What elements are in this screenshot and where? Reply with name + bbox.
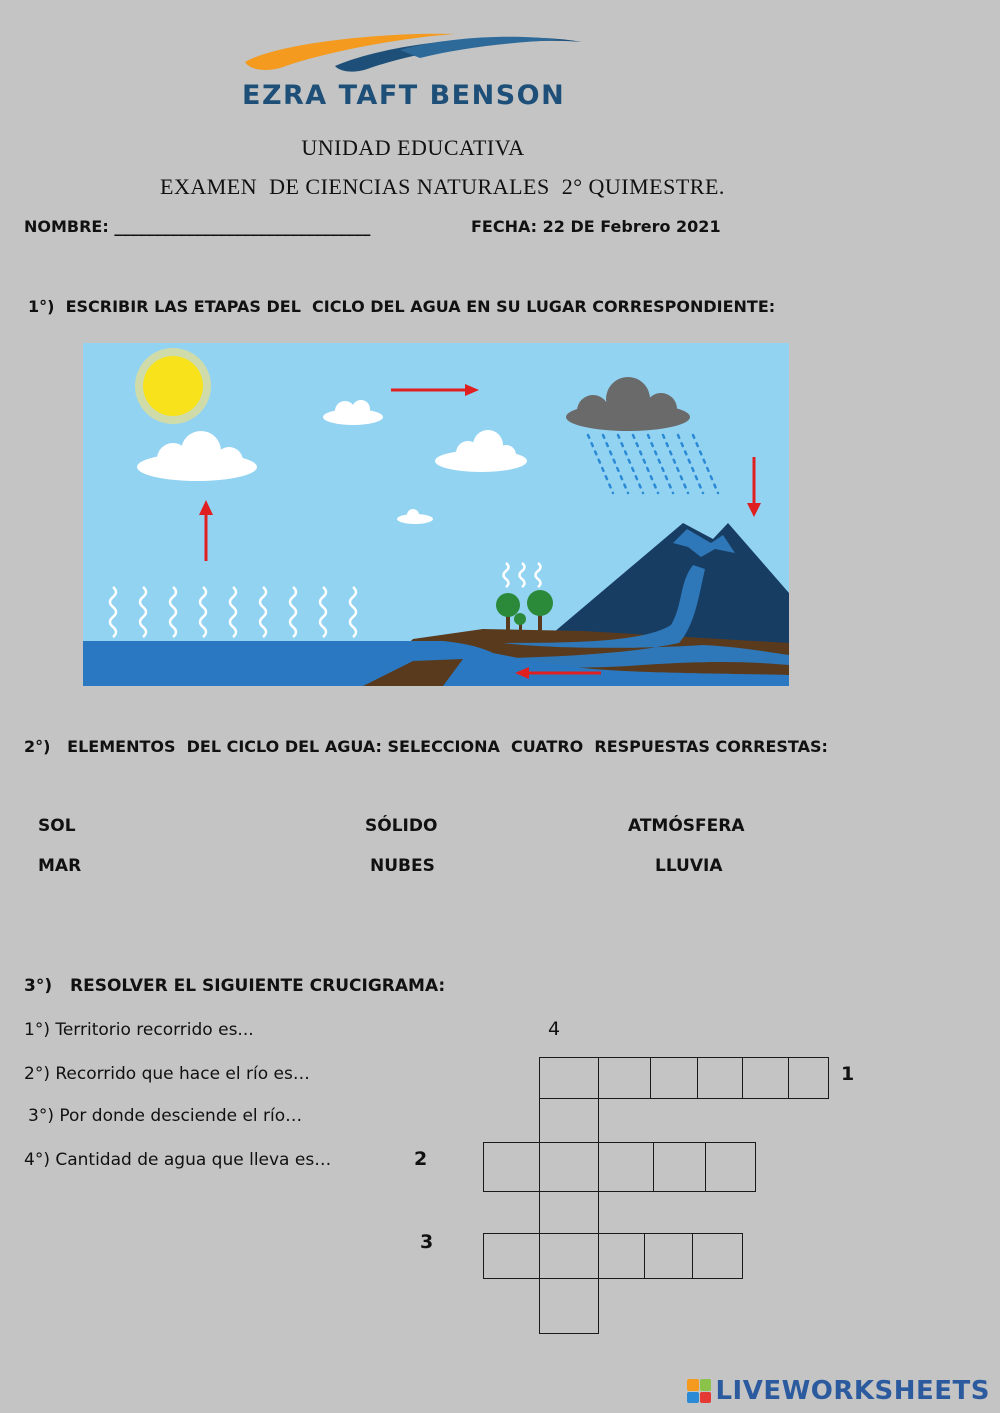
crossword-cell[interactable] (598, 1233, 645, 1279)
crossword-cell[interactable] (644, 1233, 693, 1279)
crossword-cell[interactable] (539, 1142, 599, 1192)
logo-text: EZRA TAFT BENSON (242, 80, 566, 111)
name-field-label: NOMBRE: ________________________________ (24, 217, 371, 236)
clue-4: 4°) Cantidad de agua que lleva es… (24, 1150, 332, 1170)
crossword-cell[interactable] (788, 1057, 829, 1099)
crossword-cell[interactable] (650, 1057, 698, 1099)
logo-swoosh-icon (240, 28, 585, 78)
crossword-cell[interactable] (539, 1233, 599, 1279)
option-lluvia[interactable]: LLUVIA (655, 856, 723, 876)
question-3-number: 3°) (24, 976, 53, 996)
grid-number-2: 2 (414, 1148, 428, 1170)
option-solido[interactable]: SÓLIDO (365, 816, 438, 836)
liveworksheets-logo[interactable] (687, 1377, 990, 1405)
option-mar[interactable]: MAR (38, 856, 82, 876)
crossword-cell[interactable] (692, 1233, 743, 1279)
liveworksheets-mark-icon (687, 1379, 711, 1403)
clue-3: 3°) Por donde desciende el río… (28, 1106, 303, 1126)
grid-number-4: 4 (548, 1018, 561, 1040)
date-label: FECHA: 22 DE Febrero 2021 (471, 217, 721, 236)
crossword-cell[interactable] (483, 1142, 540, 1192)
crossword-cell[interactable] (697, 1057, 743, 1099)
clue-1: 1°) Territorio recorrido es... (24, 1020, 254, 1040)
crossword-cell[interactable] (539, 1191, 599, 1234)
option-sol[interactable]: SOL (38, 816, 76, 836)
grid-number-3: 3 (420, 1231, 434, 1253)
crossword-cell[interactable] (539, 1098, 599, 1143)
crossword-cell[interactable] (539, 1278, 599, 1334)
crossword-cell[interactable] (539, 1057, 599, 1099)
crossword-cell[interactable] (598, 1057, 651, 1099)
liveworksheets-brand: LIVEWORKSHEETS (715, 1376, 990, 1406)
institution-title: UNIDAD EDUCATIVA (301, 135, 525, 160)
option-atmosfera[interactable]: ATMÓSFERA (628, 816, 745, 836)
crossword-cell[interactable] (598, 1142, 654, 1192)
sun-icon (135, 348, 211, 424)
crossword-cell[interactable] (653, 1142, 706, 1192)
exam-title: EXAMEN DE CIENCIAS NATURALES 2° QUIMESTRE. (160, 174, 725, 199)
water-cycle-illustration (83, 343, 789, 686)
crossword-cell[interactable] (742, 1057, 789, 1099)
question-3-text: RESOLVER EL SIGUIENTE CRUCIGRAMA: (70, 976, 446, 996)
clue-2: 2°) Recorrido que hace el río es… (24, 1064, 310, 1084)
option-nubes[interactable]: NUBES (370, 856, 435, 876)
grid-number-1: 1 (841, 1063, 855, 1085)
crossword-cell[interactable] (483, 1233, 540, 1279)
question-1-text: 1°) ESCRIBIR LAS ETAPAS DEL CICLO DEL AGUA EN SU LUGAR CORRESPONDIENTE: (28, 297, 776, 316)
crossword-cell[interactable] (705, 1142, 756, 1192)
question-2-text: 2°) ELEMENTOS DEL CICLO DEL AGUA: SELECCIONA CUATRO RESPUESTAS CORRESTAS: (24, 737, 828, 756)
